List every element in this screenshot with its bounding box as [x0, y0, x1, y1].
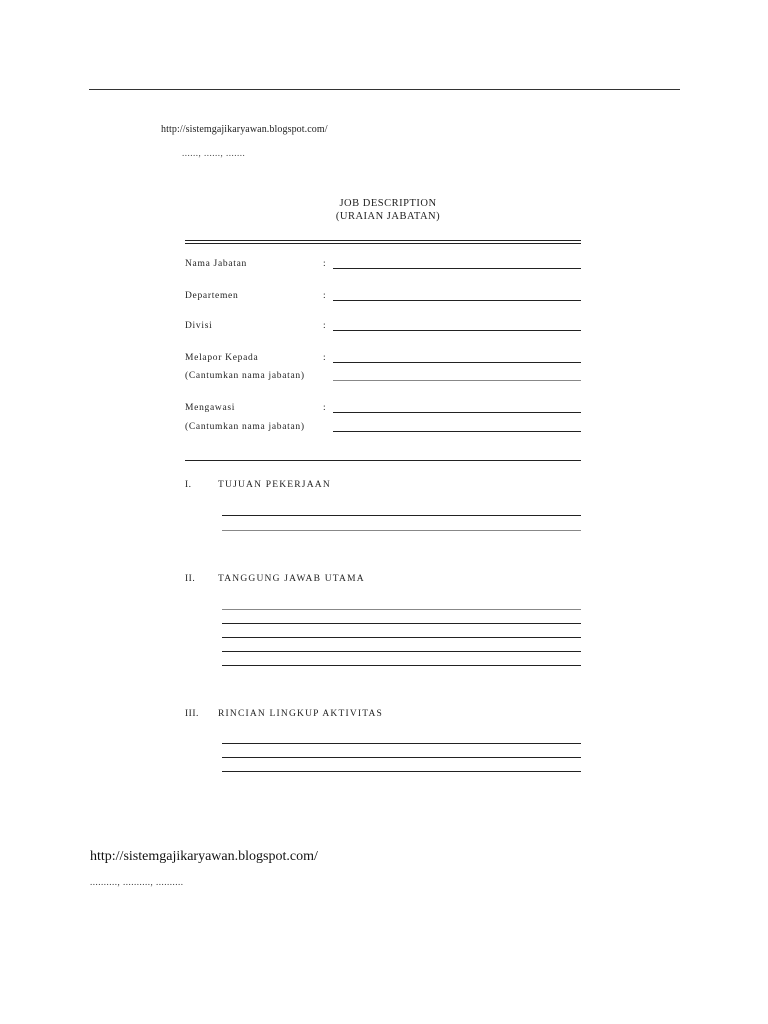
section-3-line[interactable]: [222, 757, 581, 758]
footer-dots: .........., .........., ..........: [90, 877, 184, 887]
field-note-mengawasi: (Cantumkan nama jabatan): [185, 422, 305, 432]
section-number-3: III.: [185, 709, 199, 719]
field-blank-departemen[interactable]: [333, 300, 581, 301]
document-title: [318, 197, 458, 223]
section-1-line[interactable]: [222, 515, 581, 516]
field-label-divisi: Divisi: [185, 321, 213, 331]
double-rule-bottom: [185, 243, 581, 244]
section-2-line[interactable]: [222, 637, 581, 638]
section-title-rincian-lingkup-aktivitas: RINCIAN LINGKUP AKTIVITAS: [218, 709, 384, 719]
field-colon: :: [323, 403, 326, 413]
field-colon: :: [323, 259, 326, 269]
field-colon: :: [323, 291, 326, 301]
field-label-departemen: Departemen: [185, 291, 239, 301]
field-label-mengawasi: Mengawasi: [185, 403, 236, 413]
field-blank-divisi[interactable]: [333, 330, 581, 331]
section-title-tujuan-pekerjaan: TUJUAN PEKERJAAN: [218, 480, 331, 490]
section-number-2: II.: [185, 574, 196, 584]
field-colon: :: [323, 321, 326, 331]
header-separator-rule: [185, 460, 581, 461]
field-note-melapor-kepada: (Cantumkan nama jabatan): [185, 371, 305, 381]
section-3-line[interactable]: [222, 771, 581, 772]
double-rule-top: [185, 240, 581, 241]
field-blank-mengawasi-2[interactable]: [333, 431, 581, 432]
section-2-line[interactable]: [222, 609, 581, 610]
top-rule: [89, 89, 680, 90]
header-url[interactable]: http://sistemgajikaryawan.blogspot.com/: [161, 124, 328, 135]
section-2-line[interactable]: [222, 623, 581, 624]
section-3-line[interactable]: [222, 743, 581, 744]
field-blank-nama-jabatan[interactable]: [333, 268, 581, 269]
title-sub: (URAIAN JABATAN): [335, 211, 441, 222]
field-blank-mengawasi[interactable]: [333, 412, 581, 413]
section-2-line[interactable]: [222, 651, 581, 652]
field-blank-melapor-kepada[interactable]: [333, 362, 581, 363]
section-title-tanggung-jawab-utama: TANGGUNG JAWAB UTAMA: [218, 574, 365, 584]
field-blank-melapor-kepada-2[interactable]: [333, 380, 581, 381]
field-colon: :: [323, 353, 326, 363]
section-1-line[interactable]: [222, 530, 581, 531]
footer-url[interactable]: http://sistemgajikaryawan.blogspot.com/: [90, 849, 318, 864]
header-dots: ......, ......, .......: [182, 148, 246, 158]
section-number-1: I.: [185, 480, 192, 490]
section-2-line[interactable]: [222, 665, 581, 666]
field-label-nama-jabatan: Nama Jabatan: [185, 259, 247, 269]
field-label-melapor-kepada: Melapor Kepada: [185, 353, 259, 363]
title-main: JOB DESCRIPTION: [339, 198, 437, 209]
